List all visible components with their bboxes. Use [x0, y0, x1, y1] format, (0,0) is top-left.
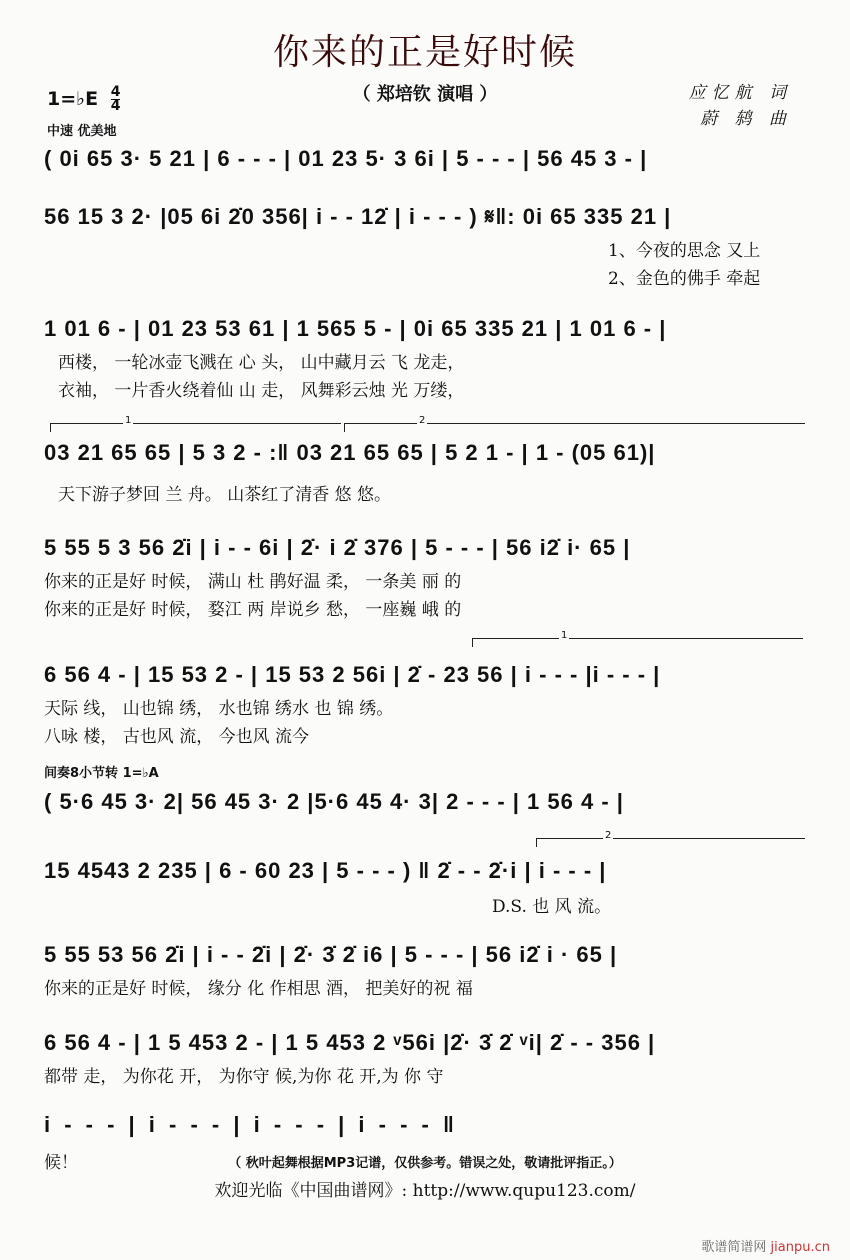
- lyric-verse-1: 你来的正是好 时候， 满山 杜 鹃好温 柔， 一条美 丽 的: [44, 572, 462, 592]
- lyric-line: 你来的正是好 时候， 缘分 化 作相思 酒， 把美好的祝 福: [44, 979, 473, 999]
- notation: 5 55 5 3 56 2̇i | i - - 6i | 2̇· i 2̇ 376 | 5 - - - | 56 i2̇ i· 65 |: [44, 535, 631, 560]
- score-line-5: [44, 535, 814, 620]
- score-line-4: [44, 415, 814, 505]
- score-line-9: [44, 942, 814, 999]
- lyric-verse-2: 八咏 楼， 古也风 流， 今也风 流今: [44, 727, 310, 747]
- score-line-2: [44, 204, 814, 289]
- notation: i - - - | i - - - | i - - - | i - - - ‖: [44, 1112, 458, 1137]
- lyric-line: 天下游子梦回 兰 舟。 山茶红了清香 悠 悠。: [58, 485, 392, 505]
- lyric-line: 候！: [44, 1153, 78, 1173]
- volta-bracket-2: 2: [536, 838, 805, 847]
- lyric-verse-2: 你来的正是好 时候， 婺江 两 岸说乡 愁， 一座巍 峨 的: [44, 600, 462, 620]
- volta-bracket-1: 1: [50, 423, 341, 432]
- score-line-3: [44, 316, 814, 401]
- key-label: 1=♭E: [47, 88, 99, 110]
- volta-bracket-1: 1: [472, 638, 803, 647]
- notation: 1 01 6 - | 01 23 53 61 | 1 565 5 - | 0i 65 335 21 | 1 01 6 - |: [44, 316, 667, 341]
- lyric-verse-1: 西楼， 一轮冰壶飞溅在 心 头， 山中藏月云 飞 龙走，: [58, 353, 465, 373]
- lyric-line: D.S. 也 风 流。: [492, 897, 612, 917]
- interlude-label: 间奏8小节转 1=♭A: [44, 766, 159, 781]
- website-welcome: 欢迎光临《中国曲谱网》: http://www.qupu123.com/: [214, 1181, 636, 1201]
- tempo-marking: 中速 优美地: [47, 124, 117, 139]
- score-line-7: [44, 762, 814, 815]
- notation: 03 21 65 65 | 5 3 2 - :‖ 03 21 65 65 | 5 2 1 - | 1 - (05 61)|: [44, 440, 656, 465]
- notation: 6 56 4 - | 15 53 2 - | 15 53 2 56i | 2̇ - 23 56 | i - - - |i - - - |: [44, 662, 661, 687]
- lyric-verse-1: 天际 线， 山也锦 绣， 水也锦 绣水 也 锦 绣。: [44, 699, 394, 719]
- score-line-10: [44, 1030, 814, 1087]
- lyric-line: 都带 走， 为你花 开， 为你守 候,为你 花 开,为 你 守: [44, 1067, 444, 1087]
- lyric-verse-2: 2、金色的佛手 牵起: [608, 269, 761, 289]
- score-line-8: [44, 830, 814, 917]
- score-line-1: [44, 146, 814, 172]
- score-line-6: [44, 630, 814, 747]
- watermark: 歌谱简谱网 jianpu.cn: [701, 1240, 830, 1255]
- song-title: 你来的正是好时候: [272, 32, 577, 73]
- notation: 6 56 4 - | 1 5 453 2 - | 1 5 453 2 ᵛ56i |2̇· 3̇ 2̇ ᵛi| 2̇ - - 356 |: [44, 1030, 656, 1055]
- lyric-verse-2: 衣袖， 一片香火绕着仙 山 走， 风舞彩云烛 光 万缕，: [58, 381, 465, 401]
- notation: 15 4543 2 235 | 6 - 60 23 | 5 - - - ) ‖ 2̇ - - 2̇·i | i - - - |: [44, 858, 607, 883]
- lyricist-credit: 应忆航 词: [688, 83, 792, 103]
- key-signature: [47, 86, 120, 113]
- lyric-verse-1: 1、今夜的思念 又上: [608, 241, 761, 261]
- notation: ( 0i 65 3· 5 21 | 6 - - - | 01 23 5· 3 6i | 5 - - - | 56 45 3 - |: [44, 146, 648, 171]
- volta-bracket-2: 2: [344, 423, 805, 432]
- singer-credit: （ 郑培钦 演唱 ）: [352, 84, 498, 105]
- time-signature: $\frac{4}{4}$: [110, 84, 121, 114]
- transcription-note: （ 秋叶起舞根据MP3记谱，仅供参考。错误之处，敬请批评指正。）: [228, 1156, 622, 1171]
- notation: ( 5·6 45 3· 2| 56 45 3· 2 |5·6 45 4· 3| 2 - - - | 1 56 4 - |: [44, 789, 624, 814]
- notation: 5 55 53 56 2̇i | i - - 2̇i | 2̇· 3̇ 2̇ i6 | 5 - - - | 56 i2̇ i · 65 |: [44, 942, 618, 967]
- composer-credit: 蔚 鸫 曲: [700, 109, 792, 129]
- notation: 56 15 3 2· |05 6i 2̇0 356| i - - 12̇ | i - - - ) 𝄋‖: 0i 65 335 21 |: [44, 204, 672, 229]
